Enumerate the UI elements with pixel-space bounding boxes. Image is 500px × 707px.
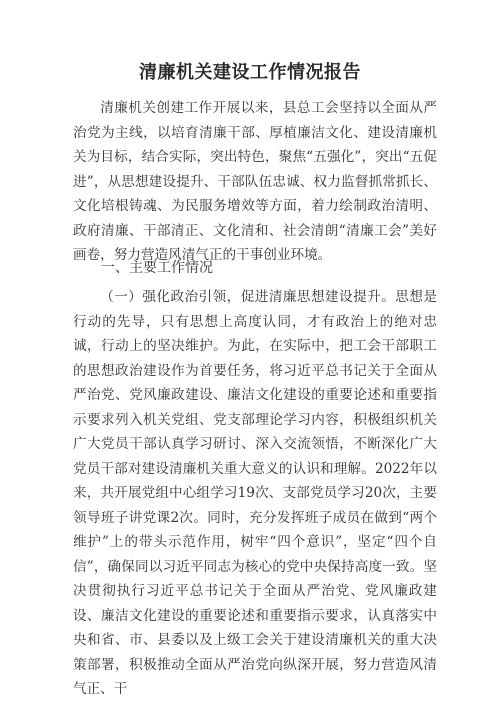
section-heading: 一、主要工作情况	[101, 260, 213, 276]
intro-paragraph: 清廉机关创建工作开展以来，县总工会坚持以全面从严治党为主线，以培育清廉干部、厚植廉洁文化、建设清廉机关为目标，结合实际，突出特色，聚焦“五强化”，突出“五促进”，从思想建设提升、干部队伍忠诚、权力监督抓常抓长、文化培根铸魂、为民服务增效等方面，着力绘制政治清明、政府清廉、干部清正、文化清和、社会清朗“清廉工会”美好画卷，努力营造风清气正的干事创业环境。	[73, 100, 437, 263]
document-title: 清廉机关建设工作情况报告	[139, 62, 361, 83]
section-paragraph: （一）强化政治引领，促进清廉思想建设提升。思想是行动的先导，只有思想上高度认同，才有政治上的绝对忠诚，行动上的坚决维护。为此，在实际中，把工会干部职工的思想政治建设作为首要任务，将习近平总书记关于全面从严治党、党风廉政建设、廉洁文化建设的重要论述和重要指示要求列入机关党组、党支部理论学习内容，积极组织机关广大党员干部认真学习研讨、深入交流领悟，不断深化广大党员干部对建设清廉机关重大意义的认识和理解。2022年以来，共开展党组中心组学习19次、支部党员学习20次，主要领导班子讲党课2次。同时，充分发挥班子成员在做到“两个维护”上的带头示范作用，树牢“四个意识”，坚定“四个自信”，确保同以习近平同志为核心的党中央保持高度一致。坚决贯彻执行习近平总书记关于全面从严治党、党风廉政建设、廉洁文化建设的重要论述和重要指示要求，认真落实中央和省、市、县委以及上级工会关于建设清廉机关的重大决策部署，积极推动全面从严治党向纵深开展，努力营造风清气正、干	[73, 289, 437, 697]
